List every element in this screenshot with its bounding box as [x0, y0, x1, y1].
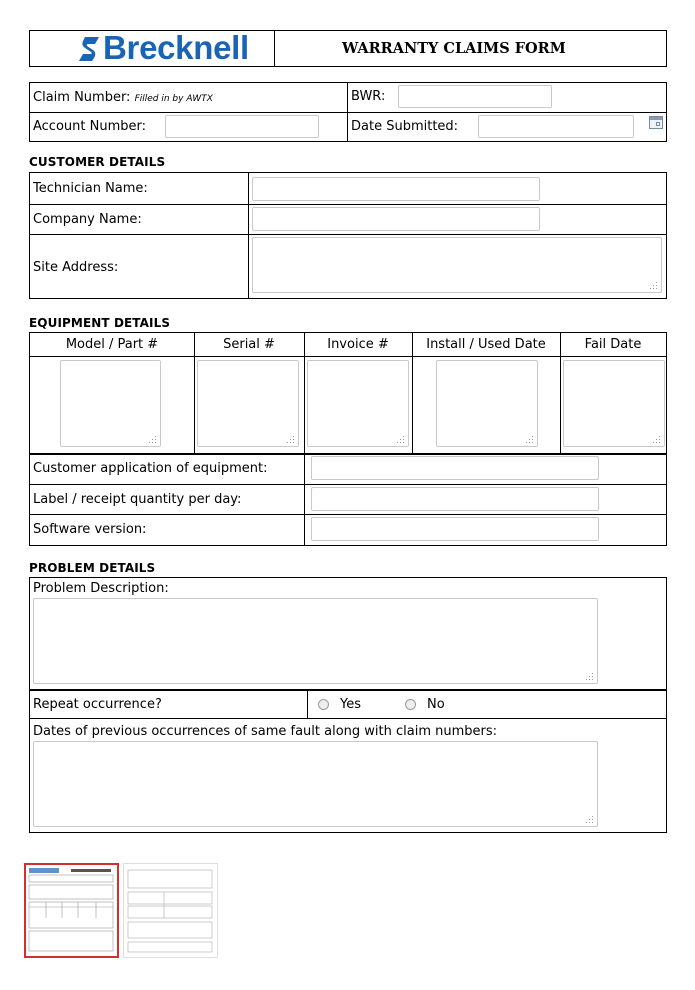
customer-application-label: Customer application of equipment:: [33, 461, 268, 476]
equipment-details-heading: EQUIPMENT DETAILS: [29, 316, 171, 330]
resize-grip-icon[interactable]: [586, 673, 594, 681]
yes-radio[interactable]: [318, 699, 329, 710]
account-number-label: Account Number:: [33, 119, 146, 134]
problem-details-heading: PROBLEM DETAILS: [29, 561, 156, 575]
technician-name-label: Technician Name:: [33, 181, 148, 196]
company-name-label: Company Name:: [33, 212, 142, 227]
model-part-textarea[interactable]: [60, 360, 161, 447]
company-name-input[interactable]: [252, 207, 540, 231]
resize-grip-icon[interactable]: [650, 282, 658, 290]
software-version-input[interactable]: [311, 517, 599, 541]
label-quantity-label: Label / receipt quantity per day:: [33, 492, 242, 507]
resize-grip-icon[interactable]: [149, 436, 157, 444]
resize-grip-icon[interactable]: [397, 436, 405, 444]
claim-number-label: Claim Number: Filled in by AWTX: [33, 90, 213, 105]
resize-grip-icon[interactable]: [586, 816, 594, 824]
site-address-label: Site Address:: [33, 260, 119, 275]
yes-label: Yes: [340, 697, 361, 712]
logo-text: Brecknell: [103, 29, 249, 66]
serial-textarea[interactable]: [197, 360, 299, 447]
no-label: No: [427, 697, 445, 712]
problem-description-textarea[interactable]: [33, 598, 598, 684]
problem-description-label: Problem Description:: [33, 581, 169, 596]
date-submitted-label: Date Submitted:: [351, 119, 459, 134]
calendar-icon[interactable]: [649, 116, 663, 129]
date-submitted-input[interactable]: [478, 115, 634, 138]
page-1-preview: [26, 865, 117, 956]
invoice-textarea[interactable]: [307, 360, 409, 447]
page-2-preview: [124, 864, 217, 957]
column-header-model: Model / Part #: [65, 337, 159, 352]
no-radio[interactable]: [405, 699, 416, 710]
label-quantity-input[interactable]: [311, 487, 599, 511]
column-header-install-date: Install / Used Date: [426, 337, 546, 352]
repeat-occurrence-label: Repeat occurrence?: [33, 697, 162, 712]
form-header: [29, 30, 667, 67]
customer-application-input[interactable]: [311, 456, 599, 480]
technician-name-input[interactable]: [252, 177, 540, 201]
page-thumbnail-1[interactable]: [24, 863, 119, 958]
column-header-fail-date: Fail Date: [584, 337, 642, 352]
claim-number-note: Filled in by AWTX: [134, 94, 213, 104]
account-number-input[interactable]: [165, 115, 319, 138]
bwr-input[interactable]: [398, 85, 552, 108]
resize-grip-icon[interactable]: [287, 436, 295, 444]
column-header-serial: Serial #: [223, 337, 275, 352]
brecknell-s-icon: [79, 37, 101, 61]
site-address-textarea[interactable]: [252, 237, 662, 293]
logo: [30, 31, 275, 66]
resize-grip-icon[interactable]: [653, 436, 661, 444]
previous-occurrences-textarea[interactable]: [33, 741, 598, 827]
install-date-textarea[interactable]: [436, 360, 538, 447]
resize-grip-icon[interactable]: [526, 436, 534, 444]
column-header-invoice: Invoice #: [327, 337, 389, 352]
customer-details-heading: CUSTOMER DETAILS: [29, 155, 166, 169]
page-thumbnail-2[interactable]: [123, 863, 218, 958]
bwr-label: BWR:: [351, 89, 386, 104]
previous-occurrences-label: Dates of previous occurrences of same fault along with claim numbers:: [33, 724, 498, 739]
form-title: WARRANTY CLAIMS FORM: [342, 40, 566, 57]
fail-date-textarea[interactable]: [563, 360, 665, 447]
software-version-label: Software version:: [33, 522, 147, 537]
